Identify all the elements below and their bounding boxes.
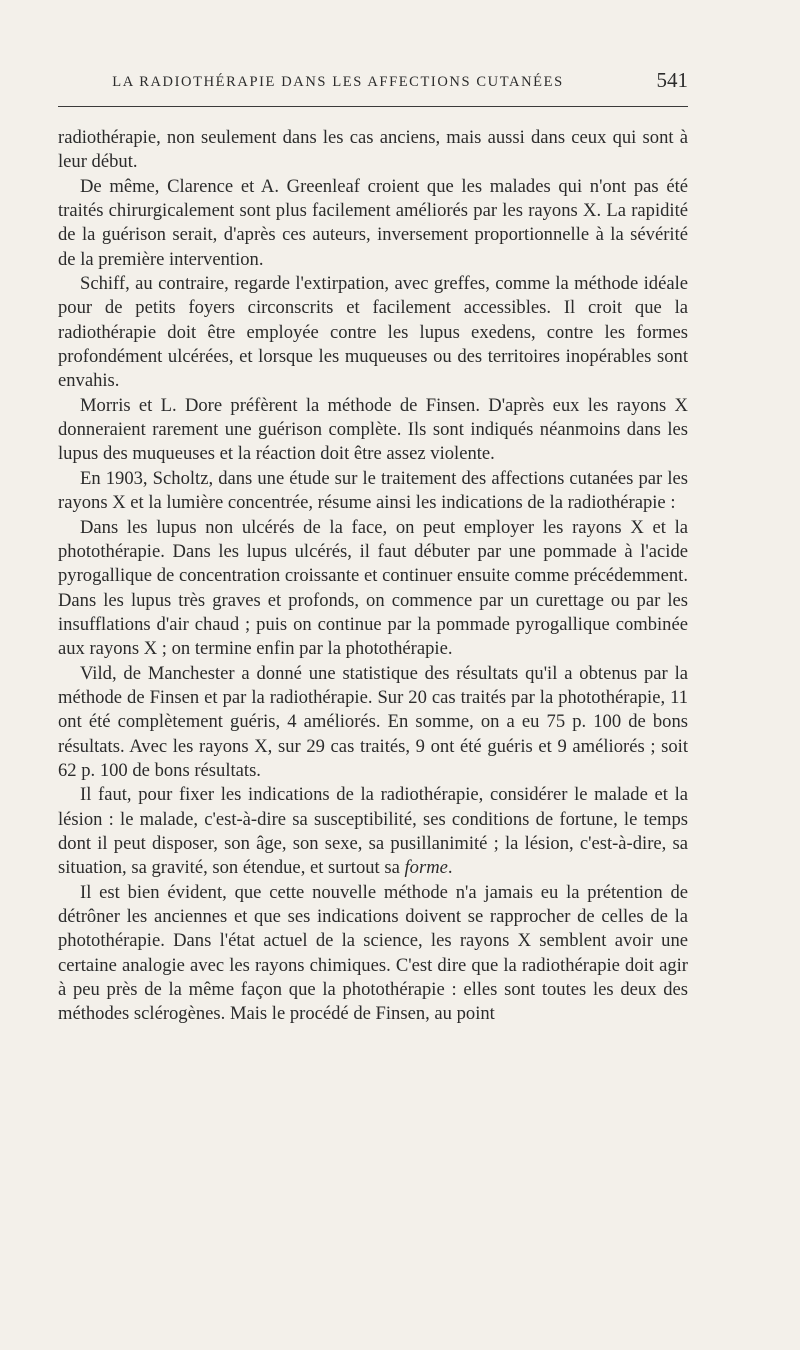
paragraph-text: Il faut, pour fixer les indications de la radiothérapie, considérer le malade et la lésion : le malade, c'est-à-dire sa susceptibilité, ses conditions de fortune, le temps dont il peut disposer, son âge, son sexe, sa pusillanimité ; la lésion, c'est-à-dire, sa situation, sa gravité, son étendue, et surtout sa	[58, 784, 688, 879]
page-header	[58, 68, 688, 102]
body-text	[58, 126, 688, 1027]
paragraph: En 1903, Scholtz, dans une étude sur le traitement des affections cutanées par les rayons X et la lumière concentrée, résume ainsi les indications de la radiothérapie :	[58, 467, 688, 514]
page-number: 541	[656, 68, 688, 92]
paragraph: De même, Clarence et A. Greenleaf croient que les malades qui n'ont pas été traités chirurgicalement sont plus facilement améliorés par les rayons X. La rapidité de la guérison serait, d'après ces auteurs, inversement proportionnelle à la sévérité de la première intervention.	[58, 175, 688, 270]
running-title: LA RADIOTHÉRAPIE DANS LES AFFECTIONS CUTANÉES	[112, 74, 564, 90]
paragraph: Il est bien évident, que cette nouvelle méthode n'a jamais eu la prétention de détrôner les anciennes et que ses indications doivent se rapprocher de celles de la photothérapie. Dans l'état actuel de la science, les rayons X semblent avoir une certaine analogie avec les rayons chimiques. C'est dire que la radiothérapie doit agir à peu près de la même façon que la photothérapie : elles sont toutes les deux des méthodes sclérogènes. Mais le procédé de Finsen, au point	[58, 881, 688, 1025]
emphasized-word: forme	[404, 857, 448, 879]
paragraph: Schiff, au contraire, regarde l'extirpation, avec greffes, comme la méthode idéale pour de petits foyers circonscrits et facilement accessibles. Il croit que la radiothérapie doit être employée contre les lupus exedens, contre les formes profondément ulcérées, et lorsque les muqueuses ou des territoires inopérables sont envahis.	[58, 273, 688, 392]
paragraph: Vild, de Manchester a donné une statistique des résultats qu'il a obtenus par la méthode de Finsen et par la radiothérapie. Sur 20 cas traités par la photothérapie, 11 ont été complètement guéris, 4 améliorés. En somme, on a eu 75 p. 100 de bons résultats. Avec les rayons X, sur 29 cas traités, 9 ont été guéris et 9 améliorés ; soit 62 p. 100 de bons résultats.	[58, 662, 688, 781]
paragraph: Morris et L. Dore préfèrent la méthode de Finsen. D'après eux les rayons X donneraient rarement une guérison complète. Ils sont indiqués néanmoins dans les lupus des muqueuses et la réaction doit être assez violente.	[58, 394, 688, 465]
paragraph: Dans les lupus non ulcérés de la face, on peut employer les rayons X et la photothérapie. Dans les lupus ulcérés, il faut débuter par une pommade à l'acide pyrogallique de concentration croissante et continuer ensuite comme précédemment. Dans les lupus très graves et profonds, on commence par un curettage ou par les insufflations d'air chaud ; puis on continue par la pommade pyrogallique combinée aux rayons X ; on termine enfin par la photothérapie.	[58, 516, 688, 660]
paragraph	[58, 783, 688, 880]
paragraph: radiothérapie, non seulement dans les cas anciens, mais aussi dans ceux qui sont à leur début.	[58, 127, 688, 173]
paragraph-text-end: .	[447, 857, 453, 879]
header-rule	[58, 106, 688, 107]
